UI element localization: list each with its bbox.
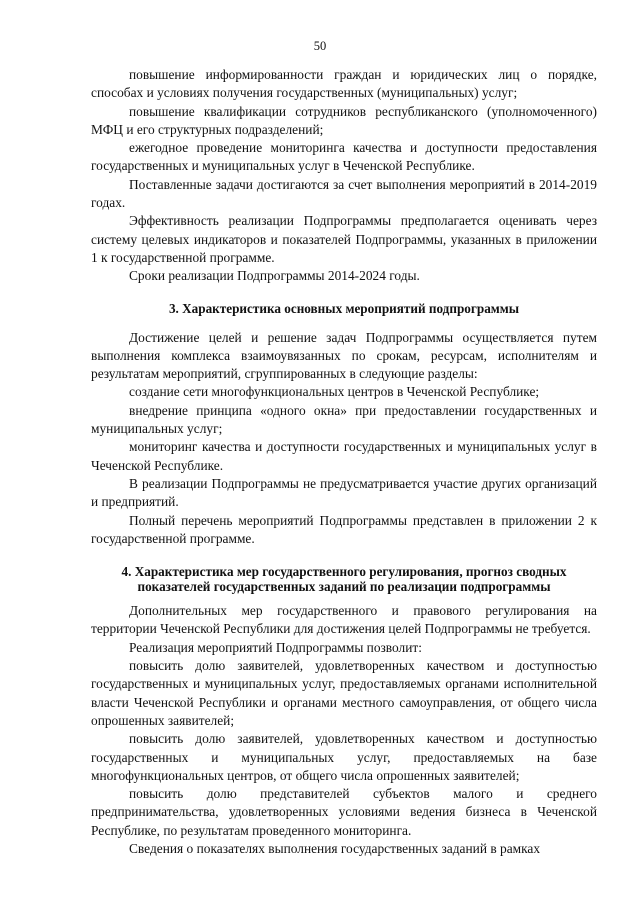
paragraph: Достижение целей и решение задач Подпрограммы осуществляется путем выполнения комплекса взаимоувязанных по срокам, ресурсам, исполнителям и результатам мероприятий, сгруппированных в следующие разделы:: [91, 329, 597, 382]
paragraph: создание сети многофункциональных центров в Чеченской Республике;: [129, 384, 540, 400]
paragraph: внедрение принципа «одного окна» при предоставлении государственных и муниципальных услуг;: [91, 402, 597, 437]
section-4-heading-line: показателей государственных заданий по реализации подпрограммы: [137, 579, 551, 595]
section-3-heading: 3. Характеристика основных мероприятий подпрограммы: [168, 300, 520, 316]
paragraph: повысить долю представителей субъектов малого и среднего предпринимательства, удовлетворенных условиями ведения бизнеса в Чеченской Республике, по результатам проведенного мониторинга.: [91, 786, 597, 838]
paragraph: повысить долю заявителей, удовлетворенных качеством и доступностью государственных и муниципальных услуг, предоставляемых органами исполнительной власти Чеченской Республики и органами местного самоуправления, от общего числа опрошенных заявителей;: [91, 658, 597, 728]
paragraph: Полный перечень мероприятий Подпрограммы представлен в приложении 2 к государственной программе.: [91, 512, 597, 546]
paragraph: В реализации Подпрограммы не предусматривается участие других организаций и предприятий.: [91, 475, 597, 510]
paragraph: ежегодное проведение мониторинга качества и доступности предоставления государственных и муниципальных услуг в Чеченской Республике.: [91, 140, 597, 174]
paragraph: повысить долю заявителей, удовлетворенных качеством и доступностью государственных и муниципальных услуг, предоставляемых на базе многофункциональных центров, от общего числа опрошенных заявителей;: [91, 731, 597, 783]
paragraph: Эффективность реализации Подпрограммы предполагается оценивать через систему целевых индикаторов и показателей Подпрограммы, указанных в приложении 1 к государственной программе.: [91, 213, 597, 265]
paragraph: Сроки реализации Подпрограммы 2014-2024 годы.: [129, 268, 420, 284]
section-4-heading-line: 4. Характеристика мер государственного регулирования, прогноз сводных: [121, 564, 567, 580]
paragraph: повышение квалификации сотрудников республиканского (уполномоченного) МФЦ и его структурных подразделений;: [91, 103, 597, 137]
paragraph: Дополнительных мер государственного и правового регулирования на территории Чеченской Республики для достижения целей Подпрограммы не требуется.: [91, 603, 597, 637]
section-4-heading: [91, 564, 597, 594]
paragraph: Поставленные задачи достигаются за счет выполнения мероприятий в 2014-2019 годах.: [91, 176, 597, 211]
paragraph: повышение информированности граждан и юридических лиц о порядке, способах и условиях получения государственных (муниципальных) услуг;: [91, 67, 597, 101]
document-body: [91, 66, 597, 858]
paragraph: Сведения о показателях выполнения государственных заданий в рамках: [129, 840, 541, 856]
paragraph: мониторинг качества и доступности государственных и муниципальных услуг в Чеченской Республике.: [91, 439, 597, 473]
page-number: 50: [313, 39, 327, 53]
paragraph: Реализация мероприятий Подпрограммы позволит:: [129, 639, 422, 655]
